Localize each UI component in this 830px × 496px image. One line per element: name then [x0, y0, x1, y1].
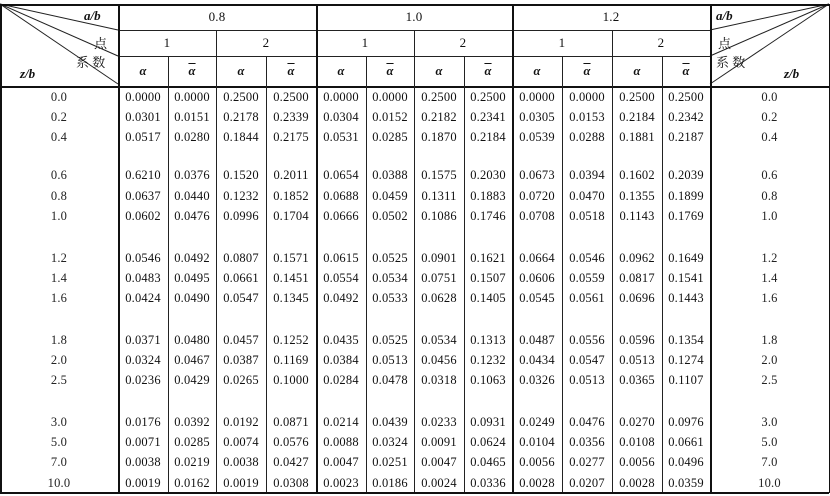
- table-cell: 0.0285: [174, 434, 210, 449]
- zb-value-left: 1.8: [50, 332, 68, 347]
- table-cell: 0.0214: [323, 414, 359, 429]
- corner-ab-label-left: a/b: [84, 8, 101, 23]
- table-cell: 0.0000: [519, 89, 555, 104]
- alpha-bar-header: $\overline{\alpha}$: [188, 63, 196, 78]
- zb-value-right: 2.5: [761, 372, 778, 387]
- table-cell: 0.0151: [174, 109, 210, 124]
- table-cell: 0.0207: [569, 475, 605, 490]
- table-cell: 0.0304: [323, 109, 359, 124]
- corner-coef-label-right: 系 数: [716, 55, 746, 70]
- zb-value-right: 2.0: [761, 352, 778, 367]
- table-cell: 0.0152: [372, 109, 408, 124]
- alpha-header: α: [237, 63, 245, 78]
- table-cell: 0.1507: [470, 270, 506, 285]
- table-cell: 0.0236: [125, 372, 161, 387]
- table-cell: 0.1274: [668, 352, 704, 367]
- table-cell: 0.0490: [174, 290, 210, 305]
- table-cell: 0.0496: [668, 454, 704, 469]
- table-cell: 0.0091: [421, 434, 457, 449]
- table-cell: 0.0284: [323, 372, 359, 387]
- table-cell: 0.0356: [569, 434, 605, 449]
- table-cell: 0.0429: [174, 372, 210, 387]
- table-cell: 0.0664: [519, 250, 555, 265]
- table-cell: 0.0427: [273, 454, 309, 469]
- alpha-bar-header: $\overline{\alpha}$: [583, 63, 591, 78]
- table-cell: 0.2011: [273, 167, 309, 182]
- alpha-header: α: [337, 63, 345, 78]
- table-cell: 0.2182: [421, 109, 457, 124]
- table-cell: 0.2039: [668, 167, 704, 182]
- table-cell: 0.2500: [470, 89, 506, 104]
- zb-value-left: 1.2: [50, 250, 68, 265]
- table-cell: 0.0637: [125, 188, 161, 203]
- table-cell: 0.2500: [619, 89, 655, 104]
- table-cell: 0.0534: [372, 270, 408, 285]
- zb-value-right: 1.0: [761, 208, 778, 223]
- table-cell: 0.0459: [372, 188, 408, 203]
- table-cell: 0.1355: [619, 188, 655, 203]
- table-cell: 0.0807: [223, 250, 259, 265]
- table-cell: 0.0186: [372, 475, 408, 490]
- table-cell: 0.0545: [519, 290, 555, 305]
- table-cell: 0.0219: [174, 454, 210, 469]
- table-cell: 0.0513: [372, 352, 408, 367]
- zb-value-right: 0.2: [761, 109, 778, 124]
- table-cell: 0.2500: [273, 89, 309, 104]
- alpha-header: α: [139, 63, 147, 78]
- ab-group-2: 1.0: [405, 9, 423, 24]
- table-cell: 0.1899: [668, 188, 704, 203]
- zb-value-left: 3.0: [50, 414, 68, 429]
- table-cell: 0.0434: [519, 352, 555, 367]
- table-cell: 0.0654: [323, 167, 359, 182]
- zb-value-left: 1.4: [50, 270, 68, 285]
- alpha-bar-header: $\overline{\alpha}$: [682, 63, 690, 78]
- table-cell: 0.0615: [323, 250, 359, 265]
- table-cell: 0.1852: [273, 188, 309, 203]
- corner-zb-label-left: z/b: [20, 66, 36, 81]
- zb-value-left: 2.0: [50, 352, 68, 367]
- table-cell: 0.0539: [519, 129, 555, 144]
- table-cell: 0.0483: [125, 270, 161, 285]
- table-cell: 0.0476: [569, 414, 605, 429]
- zb-value-left: 0.2: [50, 109, 68, 124]
- table-cell: 0.2184: [470, 129, 506, 144]
- table-cell: 0.0976: [668, 414, 704, 429]
- table-cell: 0.0071: [125, 434, 161, 449]
- zb-value-right: 5.0: [761, 434, 778, 449]
- zb-value-right: 0.4: [761, 129, 778, 144]
- table-cell: 0.0024: [421, 475, 457, 490]
- table-cell: 0.2030: [470, 167, 506, 182]
- zb-value-right: 1.8: [761, 332, 778, 347]
- alpha-bar-header: $\overline{\alpha}$: [386, 63, 394, 78]
- table-cell: 0.1345: [273, 290, 309, 305]
- table-cell: 0.0525: [372, 250, 408, 265]
- table-cell: 0.0531: [323, 129, 359, 144]
- table-cell: 0.1520: [223, 167, 259, 182]
- table-cell: 0.2178: [223, 109, 259, 124]
- table-cell: 0.0559: [569, 270, 605, 285]
- table-cell: 0.1107: [668, 372, 704, 387]
- table-cell: 0.1063: [470, 372, 506, 387]
- table-cell: 0.0688: [323, 188, 359, 203]
- table-cell: 0.0387: [223, 352, 259, 367]
- table-cell: 0.0000: [323, 89, 359, 104]
- table-cell: 0.1451: [273, 270, 309, 285]
- table-cell: 0.0561: [569, 290, 605, 305]
- table-cell: 0.0440: [174, 188, 210, 203]
- table-cell: 0.0047: [323, 454, 359, 469]
- zb-value-left: 5.0: [50, 434, 68, 449]
- table-cell: 0.0457: [223, 332, 259, 347]
- table-cell: 0.0000: [174, 89, 210, 104]
- table-cell: 0.0470: [569, 188, 605, 203]
- table-cell: 0.0392: [174, 414, 210, 429]
- table-cell: 0.0596: [619, 332, 655, 347]
- point-header-6: 2: [657, 35, 665, 50]
- table-cell: 0.1232: [223, 188, 259, 203]
- zb-value-right: 0.0: [761, 89, 778, 104]
- table-cell: 0.0233: [421, 414, 457, 429]
- table-cell: 0.0280: [174, 129, 210, 144]
- alpha-bar-header: $\overline{\alpha}$: [287, 63, 295, 78]
- table-cell: 0.1313: [470, 332, 506, 347]
- table-cell: 0.1881: [619, 129, 655, 144]
- table-cell: 0.2500: [668, 89, 704, 104]
- table-cell: 0.0533: [372, 290, 408, 305]
- table-cell: 0.0602: [125, 208, 161, 223]
- table-cell: 0.1704: [273, 208, 309, 223]
- table-cell: 0.0696: [619, 290, 655, 305]
- zb-value-right: 1.6: [761, 290, 778, 305]
- table-cell: 0.1571: [273, 250, 309, 265]
- corner-coef-label-left: 系 数: [76, 55, 106, 70]
- table-cell: 0.0288: [569, 129, 605, 144]
- corner-zb-label-right: z/b: [784, 66, 800, 81]
- table-cell: 0.2500: [223, 89, 259, 104]
- table-cell: 0.0554: [323, 270, 359, 285]
- table-cell: 0.0088: [323, 434, 359, 449]
- table-cell: 0.0517: [125, 129, 161, 144]
- table-cell: 0.0265: [223, 372, 259, 387]
- table-cell: 0.0336: [470, 475, 506, 490]
- zb-value-left: 7.0: [50, 454, 68, 469]
- table-cell: 0.0556: [569, 332, 605, 347]
- table-cell: 0.0547: [569, 352, 605, 367]
- table-cell: 0.0628: [421, 290, 457, 305]
- table-cell: 0.1311: [421, 188, 457, 203]
- table-cell: 0.0478: [372, 372, 408, 387]
- table-cell: 0.0708: [519, 208, 555, 223]
- point-header-1: 1: [163, 35, 171, 50]
- table-cell: 0.0000: [125, 89, 161, 104]
- table-cell: 0.0673: [519, 167, 555, 182]
- ab-group-3: 1.2: [602, 9, 620, 24]
- table-cell: 0.0318: [421, 372, 457, 387]
- table-cell: 0.0996: [223, 208, 259, 223]
- table-cell: 0.0308: [273, 475, 309, 490]
- table-cell: 0.0547: [223, 290, 259, 305]
- table-cell: 0.0305: [519, 109, 555, 124]
- zb-value-left: 0.4: [50, 129, 68, 144]
- zb-value-right: 0.8: [761, 188, 778, 203]
- table-cell: 0.0371: [125, 332, 161, 347]
- table-cell: 0.0153: [569, 109, 605, 124]
- table-cell: 0.0546: [569, 250, 605, 265]
- table-cell: 0.0019: [223, 475, 259, 490]
- corner-point-label-right: 点: [718, 36, 732, 51]
- table-cell: 0.0394: [569, 167, 605, 182]
- table-cell: 0.0661: [223, 270, 259, 285]
- table-cell: 0.1443: [668, 290, 704, 305]
- table-cell: 0.2175: [273, 129, 309, 144]
- table-cell: 0.0624: [470, 434, 506, 449]
- table-cell: 0.0359: [668, 475, 704, 490]
- zb-value-right: 1.2: [761, 250, 778, 265]
- table-cell: 0.1000: [273, 372, 309, 387]
- table-cell: 0.2184: [619, 109, 655, 124]
- table-cell: 0.0931: [470, 414, 506, 429]
- table-cell: 0.0465: [470, 454, 506, 469]
- table-cell: 0.0720: [519, 188, 555, 203]
- corner-ab-label-right: a/b: [716, 8, 733, 23]
- zb-value-left: 1.0: [50, 208, 68, 223]
- table-cell: 0.0376: [174, 167, 210, 182]
- table-cell: 0.1883: [470, 188, 506, 203]
- point-header-4: 2: [459, 35, 467, 50]
- corner-point-label-left: 点: [94, 36, 108, 51]
- table-cell: 0.0162: [174, 475, 210, 490]
- table-cell: 0.0384: [323, 352, 359, 367]
- table-cell: 0.1354: [668, 332, 704, 347]
- table-cell: 0.0324: [372, 434, 408, 449]
- point-header-5: 1: [558, 35, 566, 50]
- table-cell: 0.0456: [421, 352, 457, 367]
- table-cell: 0.0546: [125, 250, 161, 265]
- table-cell: 0.0108: [619, 434, 655, 449]
- table-cell: 0.0104: [519, 434, 555, 449]
- table-cell: 0.0424: [125, 290, 161, 305]
- table-cell: 0.0047: [421, 454, 457, 469]
- table-cell: 0.1575: [421, 167, 457, 182]
- zb-value-right: 10.0: [758, 475, 781, 490]
- table-cell: 0.1649: [668, 250, 704, 265]
- zb-value-left: 10.0: [47, 475, 71, 490]
- table-cell: 0.0534: [421, 332, 457, 347]
- table-cell: 0.2339: [273, 109, 309, 124]
- table-cell: 0.1746: [470, 208, 506, 223]
- table-cell: 0.0326: [519, 372, 555, 387]
- table-cell: 0.0028: [619, 475, 655, 490]
- table-cell: 0.0492: [323, 290, 359, 305]
- table-cell: 0.1086: [421, 208, 457, 223]
- table-cell: 0.0038: [223, 454, 259, 469]
- table-cell: 0.0301: [125, 109, 161, 124]
- table-cell: 0.0028: [519, 475, 555, 490]
- table-cell: 0.2342: [668, 109, 704, 124]
- table-cell: 0.1621: [470, 250, 506, 265]
- table-cell: 0.0751: [421, 270, 457, 285]
- table-cell: 0.0513: [619, 352, 655, 367]
- table-cell: 0.0492: [174, 250, 210, 265]
- table-cell: 0.0249: [519, 414, 555, 429]
- table-cell: 0.1169: [273, 352, 309, 367]
- table-cell: 0.0487: [519, 332, 555, 347]
- table-cell: 0.0038: [125, 454, 161, 469]
- table-cell: 0.0661: [668, 434, 704, 449]
- zb-value-right: 0.6: [761, 167, 778, 182]
- table-cell: 0.0388: [372, 167, 408, 182]
- table-cell: 0.0023: [323, 475, 359, 490]
- zb-value-right: 7.0: [761, 454, 778, 469]
- table-cell: 0.0606: [519, 270, 555, 285]
- table-cell: 0.0365: [619, 372, 655, 387]
- table-cell: 0.1143: [619, 208, 655, 223]
- zb-value-left: 0.6: [50, 167, 68, 182]
- table-cell: 0.1769: [668, 208, 704, 223]
- table-cell: 0.1252: [273, 332, 309, 347]
- table-cell: 0.0871: [273, 414, 309, 429]
- zb-value-right: 3.0: [761, 414, 778, 429]
- table-cell: 0.1602: [619, 167, 655, 182]
- table-cell: 0.0817: [619, 270, 655, 285]
- alpha-header: α: [435, 63, 443, 78]
- alpha-header: α: [633, 63, 641, 78]
- table-cell: 0.0901: [421, 250, 457, 265]
- alpha-bar-header: $\overline{\alpha}$: [484, 63, 492, 78]
- table-cell: 0.0502: [372, 208, 408, 223]
- table-cell: 0.1405: [470, 290, 506, 305]
- point-header-3: 1: [361, 35, 369, 50]
- table-cell: 0.0435: [323, 332, 359, 347]
- zb-value-left: 0.8: [50, 188, 68, 203]
- table-cell: 0.0000: [569, 89, 605, 104]
- zb-value-left: 2.5: [50, 372, 68, 387]
- table-cell: 0.0251: [372, 454, 408, 469]
- table-cell: 0.0962: [619, 250, 655, 265]
- point-header-2: 2: [262, 35, 270, 50]
- table-cell: 0.0525: [372, 332, 408, 347]
- table-cell: 0.0019: [125, 475, 161, 490]
- table-cell: 0.0324: [125, 352, 161, 367]
- table-cell: 0.0277: [569, 454, 605, 469]
- table-cell: 0.0056: [619, 454, 655, 469]
- table-cell: 0.0000: [372, 89, 408, 104]
- ab-group-1: 0.8: [208, 9, 226, 24]
- table-cell: 0.2500: [421, 89, 457, 104]
- zb-value-left: 1.6: [50, 290, 68, 305]
- alpha-header: α: [533, 63, 541, 78]
- zb-value-left: 0.0: [50, 89, 68, 104]
- table-cell: 0.0495: [174, 270, 210, 285]
- table-cell: 0.2187: [668, 129, 704, 144]
- table-cell: 0.0576: [273, 434, 309, 449]
- table-cell: 0.0270: [619, 414, 655, 429]
- table-cell: 0.0480: [174, 332, 210, 347]
- table-cell: 0.0467: [174, 352, 210, 367]
- table-cell: 0.0518: [569, 208, 605, 223]
- table-cell: 0.0192: [223, 414, 259, 429]
- zb-value-right: 1.4: [761, 270, 778, 285]
- table-cell: 0.1232: [470, 352, 506, 367]
- table-cell: 0.0513: [569, 372, 605, 387]
- table-cell: 0.0074: [223, 434, 259, 449]
- table-cell: 0.0056: [519, 454, 555, 469]
- table-cell: 0.0476: [174, 208, 210, 223]
- table-cell: 0.0439: [372, 414, 408, 429]
- table-cell: 0.1541: [668, 270, 704, 285]
- table-cell: 0.1870: [421, 129, 457, 144]
- table-cell: 0.6210: [125, 167, 161, 182]
- table-cell: 0.2341: [470, 109, 506, 124]
- table-cell: 0.0176: [125, 414, 161, 429]
- table-cell: 0.0666: [323, 208, 359, 223]
- table-cell: 0.0285: [372, 129, 408, 144]
- table-cell: 0.1844: [223, 129, 259, 144]
